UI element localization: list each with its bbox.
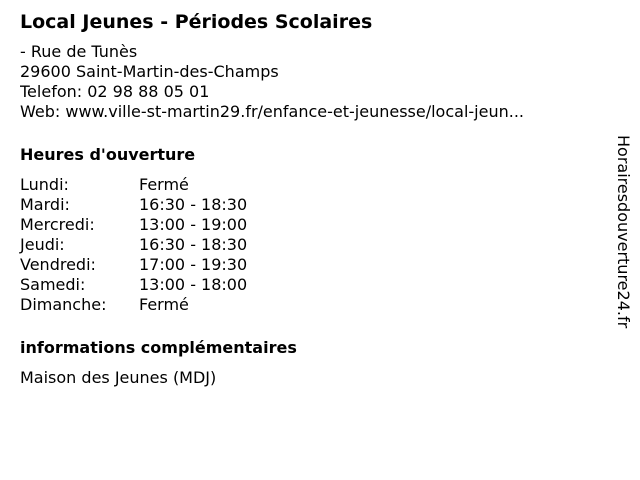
hours-row-sunday <box>20 295 600 315</box>
opening-hours-heading: Heures d'ouverture <box>20 145 196 164</box>
opening-hours-table <box>20 175 600 315</box>
additional-info-text: Maison des Jeunes (MDJ) <box>20 368 217 387</box>
day-label: Dimanche: <box>20 295 107 314</box>
day-label: Mercredi: <box>20 215 95 234</box>
street-address: - Rue de Tunès <box>20 42 138 61</box>
day-label: Samedi: <box>20 275 86 294</box>
card-content <box>20 10 600 388</box>
website-link[interactable]: Web: www.ville-st-martin29.fr/enfance-et-jeunesse/local-jeun... <box>20 102 524 121</box>
time-value: 16:30 - 18:30 <box>139 235 248 254</box>
hours-row-tuesday <box>20 195 600 215</box>
day-label: Jeudi: <box>20 235 65 254</box>
page-title: Local Jeunes - Périodes Scolaires <box>20 11 373 33</box>
time-value: Fermé <box>139 295 189 314</box>
time-value: 16:30 - 18:30 <box>139 195 248 214</box>
time-value: Fermé <box>139 175 189 194</box>
time-value: 13:00 - 18:00 <box>139 275 248 294</box>
hours-row-saturday <box>20 275 600 295</box>
time-value: 17:00 - 19:30 <box>139 255 248 274</box>
day-label: Mardi: <box>20 195 70 214</box>
hours-row-friday <box>20 255 600 275</box>
address-block <box>20 42 600 122</box>
time-value: 13:00 - 19:00 <box>139 215 248 234</box>
additional-info-heading: informations complémentaires <box>20 338 297 357</box>
hours-row-monday <box>20 175 600 195</box>
hours-row-thursday <box>20 235 600 255</box>
hours-row-wednesday <box>20 215 600 235</box>
day-label: Vendredi: <box>20 255 96 274</box>
site-brand-watermark: Horairesdouverture24.fr <box>614 135 633 329</box>
city-address: 29600 Saint-Martin-des-Champs <box>20 62 279 81</box>
phone-number: Telefon: 02 98 88 05 01 <box>20 82 210 101</box>
day-label: Lundi: <box>20 175 69 194</box>
